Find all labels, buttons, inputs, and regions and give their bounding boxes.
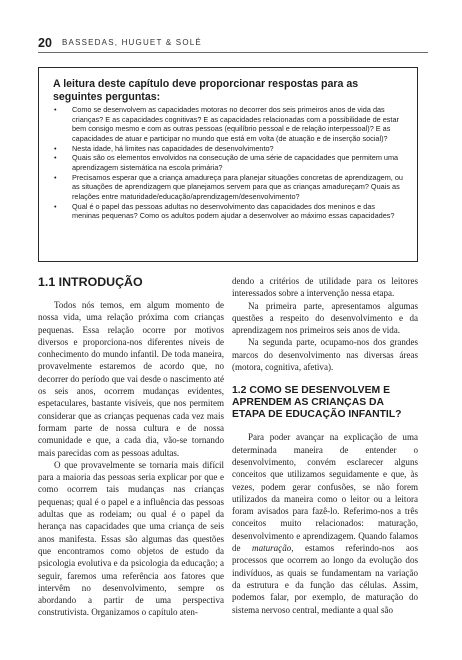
- body-paragraph: O que provavelmente se tornaria mais difícil para a maioria das pessoas seria explicar por que e como ocorrem tais mudanças nas crianças pequenas; qual é o papel e a influência das pessoas adultas que as rodeiam; ou qual é o papel da herança nas capacidades que uma criança de seis anos manifesta. Essas são algumas das questões que encontramos como objetos de estudo da psicologia evolutiva e da psicologia da educação; a seguir, faremos uma referência aos fatores que intervêm no desenvolvimento, sempre os abordando a partir de uma perspectiva construtivista. Organizamos o capítulo aten-: [38, 459, 224, 618]
- body-paragraph: dendo a critérios de utilidade para os leitores interessados sobre a intervenção nessa etapa.: [232, 276, 418, 299]
- bullet-icon: •: [54, 105, 57, 114]
- bullet-icon: •: [54, 201, 57, 211]
- left-column: [38, 275, 224, 619]
- page-number: 20: [38, 36, 52, 50]
- bullet-icon: •: [54, 153, 57, 163]
- emphasized-term: maturação: [252, 543, 292, 554]
- bullet-icon: •: [54, 143, 57, 153]
- question-text: Como se desenvolvem as capacidades motoras no decorrer dos seis primeiros anos de vida das crianças? E as capacidades cognitivas? E as capacidades relacionadas com a possibilidade de estar bem consigo mesmo e com as outras pessoas (equilíbrio pessoal e de relação interpessoal)? E as capacidades de atuar e participar no mundo que está em volta (de atuação e de inserção social)?: [72, 105, 399, 143]
- question-text: Precisamos esperar que a criança amadureça para planejar situações concretas de aprendizagem, ou as situações de aprendizagem que planejamos servem para que as crianças amadureçam? Quais as relações entre maturidade/educação/aprendizagem/desenvolvimento?: [72, 172, 403, 201]
- box-title: A leitura deste capítulo deve proporcionar respostas para as seguintes perguntas:: [53, 78, 359, 103]
- body-paragraph: Na segunda parte, ocupamo-nos dos grandes marcos do desenvolvimento nas diversas áreas (motora, cognitiva, afetiva).: [232, 337, 418, 373]
- running-head: [38, 36, 428, 53]
- body-paragraph: Na primeira parte, apresentamos algumas questões a respeito do desenvolvimento e da aprendizagem nos primeiros seis anos de vida.: [232, 300, 418, 336]
- list-item: [53, 202, 403, 221]
- list-item: [53, 153, 403, 172]
- list-item: [53, 144, 403, 154]
- section-heading-introduction: 1.1 INTRODUÇÃO: [38, 275, 143, 289]
- question-list: [53, 105, 403, 221]
- list-item: [53, 173, 403, 202]
- body-paragraph: Todos nós temos, em algum momento de nossa vida, uma relação próxima com crianças pequenas. Essa relação ocorre por motivos diversos e proporciona-nos diferentes níveis de conhecimento do mundo infantil. De toda maneira, provavelmente estaremos de acordo que, no decorrer do período que vai desde o nascimento até os seis anos, ocorrem mudanças evidentes, espetaculares, bastante visíveis, que nos permitem considerar que as crianças pequenas cada vez mais formam parte de nossa cultura e de nossa comunidade e que, a cada dia, vão-se tornando mais parecidas com as pessoas adultas.: [38, 300, 224, 458]
- body-paragraph: [232, 431, 418, 615]
- chapter-questions-box: [38, 67, 418, 262]
- paragraph-text: , estamos referindo-nos aos processos que ocorrem ao longo da evolução dos indivíduos, as quais se fundamentam na variação da estrutura e da função das células. Assim, podemos falar, por exemplo, de maturação do sistema nervoso central, mediante a qual são: [232, 543, 418, 615]
- bullet-icon: •: [54, 172, 57, 182]
- question-text: Nesta idade, há limites nas capacidades de desenvolvimento?: [72, 143, 274, 153]
- right-column: [232, 275, 418, 616]
- section-heading-development: 1.2 COMO SE DESENVOLVEM E APRENDEM AS CRIANÇAS DA ETAPA DE EDUCAÇÃO INFANTIL?: [232, 385, 402, 421]
- paragraph-text: Para poder avançar na explicação de uma determinada maneira de entender o desenvolvimento, convém esclarecer alguns conceitos que utilizamos seguidamente e que, às vezes, podem gerar confusões, se não forem utilizados da maneira como o leitor ou a leitora foram avisados para fazê-lo. Referimo-nos a três conceitos muito relacionados: maturação, desenvolvimento e aprendizagem. Quando falamos de: [232, 432, 418, 554]
- question-text: Qual é o papel das pessoas adultas no desenvolvimento das capacidades dos meninos e das meninas pequenas? Como os adultos podem ajudar a desenvolver ao máximo essas capacidades?: [72, 201, 395, 221]
- question-text: Quais são os elementos envolvidos na consecução de uma série de capacidades que permitem uma aprendizagem sistemática na escola primária?: [72, 153, 399, 172]
- list-item: [53, 105, 403, 143]
- running-head-authors: BASSEDAS, HUGUET & SOLÉ: [62, 38, 202, 47]
